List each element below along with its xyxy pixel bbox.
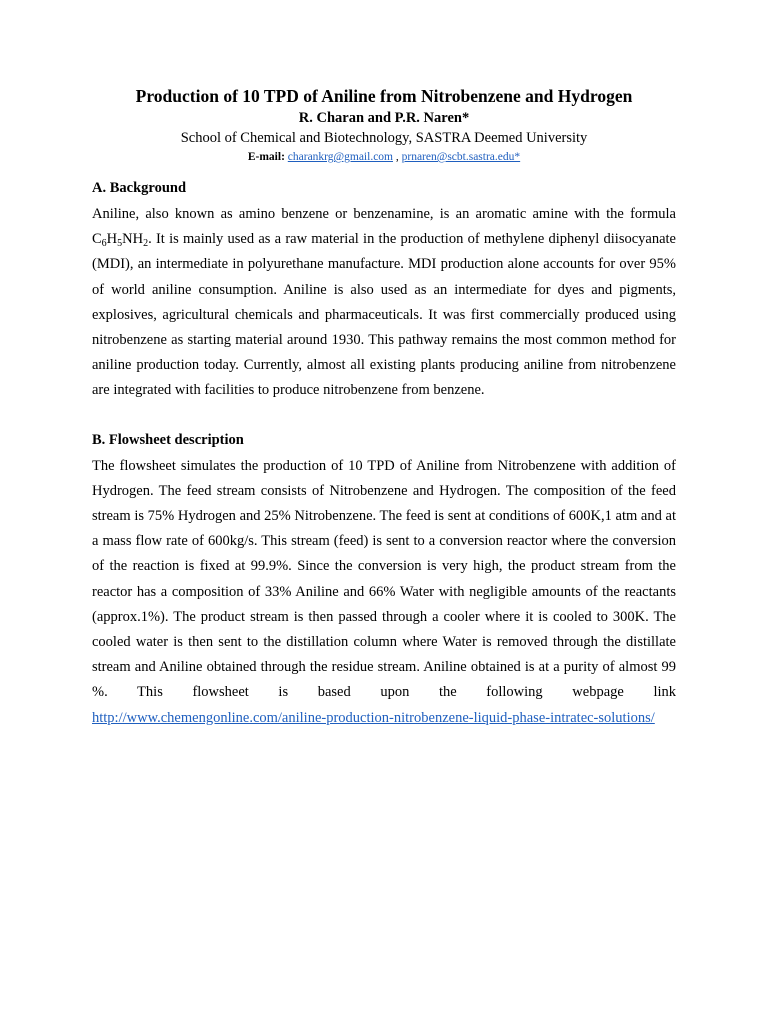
- background-text-body: . It is mainly used as a raw material in the production of methylene diphenyl diisocyanate (MDI), an intermediate in polyurethane manufacture. MDI production alone accounts for over 95% of world aniline consumption. Aniline is also used as an intermediate for dyes and pigments, explosives, agricultural chemicals and pharmaceuticals. It was first commercially produced using nitrobenzene as starting material around 1930. This pathway remains the most common method for aniline production today. Currently, almost all existing plants producing aniline from nitrobenzene are integrated with facilities to produce nitrobenzene from benzene.: [92, 231, 676, 399]
- flowsheet-paragraph: [92, 454, 676, 731]
- background-text-intro: Aniline, also known as amino benzene or benzenamine, is an aromatic amine with the formula: [92, 206, 676, 222]
- authors: R. Charan and P.R. Naren*: [298, 110, 470, 126]
- section-heading-background: A. Background: [92, 180, 187, 196]
- section-heading-flowsheet: B. Flowsheet description: [92, 431, 244, 448]
- email-line: [92, 148, 676, 166]
- document-page: [92, 84, 676, 731]
- email-link-naren[interactable]: prnaren@scbt.sastra.edu*: [401, 151, 521, 163]
- affiliation: School of Chemical and Biotechnology, SASTRA Deemed University: [180, 130, 588, 146]
- background-paragraph: [92, 202, 676, 404]
- email-separator: ,: [393, 151, 402, 163]
- flowsheet-text: The flowsheet simulates the production of 10 TPD of Aniline from Nitrobenzene with addition of Hydrogen. The feed stream consists of Nitrobenzene and Hydrogen. The composition of the feed stream is 75% Hydrogen and 25% Nitrobenzene. The feed is sent at conditions of 600K,1 atm and at a mass flow rate of 600kg/s. This stream (feed) is sent to a conversion reactor where the conversion of the reaction is fixed at 99.9%. Since the conversion is very high, the product stream from the reactor has a composition of 33% Aniline and 66% Water with negligible amounts of the reactants (approx.1%). The product stream is then passed through a cooler where it is cooled to 300K. The cooled water is then sent to the distillation column where Water is removed through the distillate stream and Aniline obtained through the residue stream. Aniline obtained is at a purity of almost 99 %. This flowsheet is based upon the following webpage link: [92, 457, 676, 701]
- email-link-charan[interactable]: charankrg@gmail.com: [287, 151, 393, 163]
- aniline-formula: $C_6H_5NH_2$: [92, 231, 149, 250]
- source-webpage-link[interactable]: http://www.chemengonline.com/aniline-production-nitrobenzene-liquid-phase-intratec-solutions/: [92, 709, 655, 726]
- email-label: E-mail:: [247, 151, 285, 163]
- document-title: Production of 10 TPD of Aniline from Nitrobenzene and Hydrogen: [135, 86, 633, 106]
